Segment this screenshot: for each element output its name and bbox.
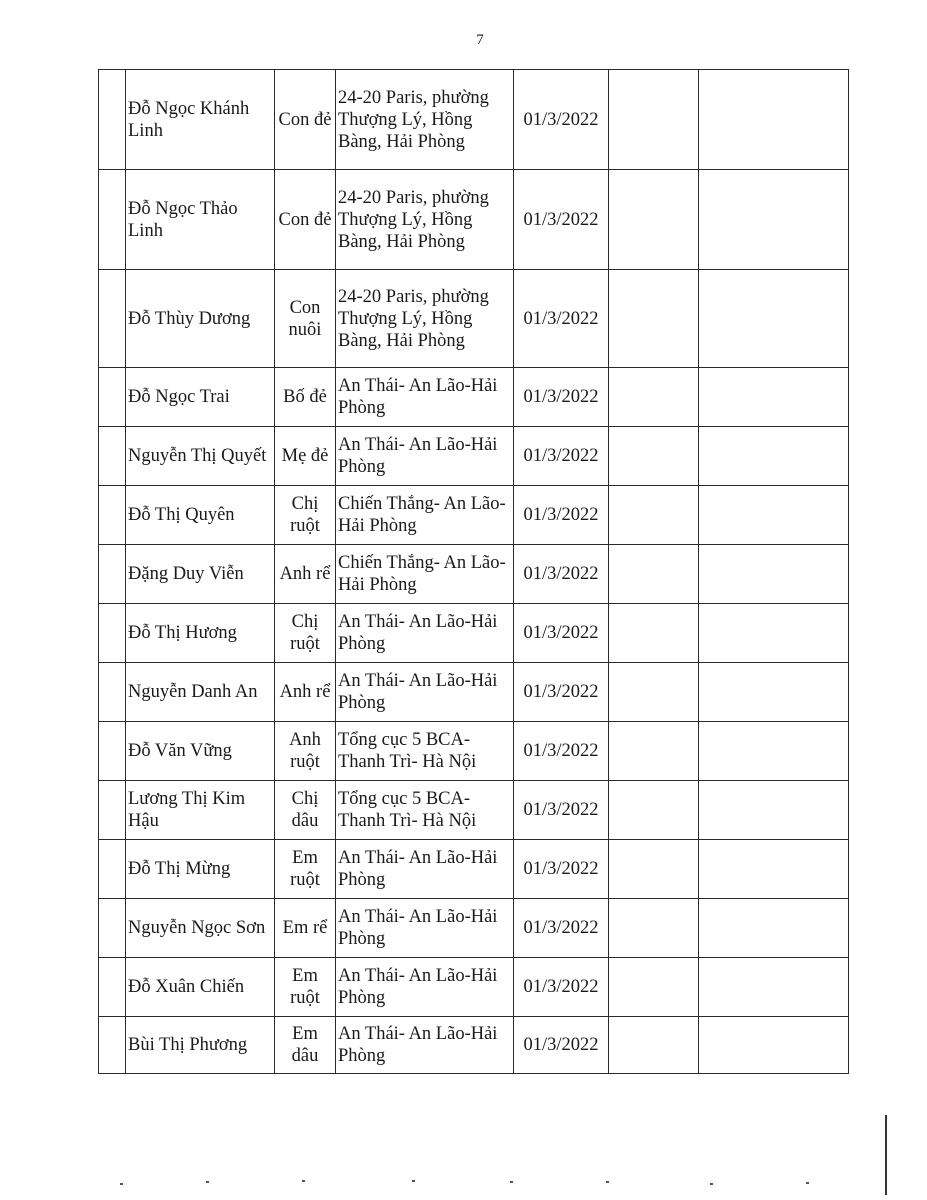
scan-speck: [302, 1180, 305, 1182]
table-row: [99, 270, 849, 368]
empty-cell: [609, 840, 699, 899]
relationship: Bố đẻ: [275, 368, 336, 427]
table-row: [99, 958, 849, 1017]
empty-cell: [699, 270, 849, 368]
address: 24-20 Paris, phường Thượng Lý, Hồng Bàng, Hải Phòng: [336, 70, 514, 170]
empty-cell: [99, 70, 126, 170]
person-name: Đỗ Thùy Dương: [126, 270, 275, 368]
table-row: [99, 899, 849, 958]
date: 01/3/2022: [514, 70, 609, 170]
address: An Thái- An Lão-Hải Phòng: [336, 427, 514, 486]
empty-cell: [609, 958, 699, 1017]
empty-cell: [609, 545, 699, 604]
date: 01/3/2022: [514, 1017, 609, 1074]
table-row: [99, 545, 849, 604]
date: 01/3/2022: [514, 270, 609, 368]
relationship: Em rể: [275, 899, 336, 958]
address: An Thái- An Lão-Hải Phòng: [336, 604, 514, 663]
empty-cell: [699, 663, 849, 722]
empty-cell: [699, 781, 849, 840]
person-name: Đỗ Thị Mừng: [126, 840, 275, 899]
empty-cell: [609, 899, 699, 958]
empty-cell: [609, 604, 699, 663]
empty-cell: [99, 781, 126, 840]
page-number: 7: [476, 32, 484, 48]
address: Tổng cục 5 BCA-Thanh Trì- Hà Nội: [336, 722, 514, 781]
empty-cell: [99, 427, 126, 486]
date: 01/3/2022: [514, 604, 609, 663]
table-row: [99, 663, 849, 722]
scan-speck: [710, 1183, 713, 1185]
address: An Thái- An Lão-Hải Phòng: [336, 368, 514, 427]
date: 01/3/2022: [514, 486, 609, 545]
empty-cell: [99, 958, 126, 1017]
empty-cell: [699, 899, 849, 958]
relationship: Anh rể: [275, 663, 336, 722]
empty-cell: [99, 368, 126, 427]
empty-cell: [609, 427, 699, 486]
person-name: Đặng Duy Viễn: [126, 545, 275, 604]
person-name: Đỗ Ngọc Khánh Linh: [126, 70, 275, 170]
empty-cell: [609, 170, 699, 270]
address: An Thái- An Lão-Hải Phòng: [336, 958, 514, 1017]
scan-speck: [510, 1181, 513, 1183]
empty-cell: [99, 545, 126, 604]
scan-speck: [806, 1182, 809, 1184]
person-name: Đỗ Thị Quyên: [126, 486, 275, 545]
table-row: [99, 427, 849, 486]
empty-cell: [609, 70, 699, 170]
empty-cell: [699, 368, 849, 427]
date: 01/3/2022: [514, 170, 609, 270]
table-row: [99, 486, 849, 545]
table-row: [99, 840, 849, 899]
relationship: Anh rể: [275, 545, 336, 604]
empty-cell: [609, 270, 699, 368]
empty-cell: [699, 840, 849, 899]
date: 01/3/2022: [514, 958, 609, 1017]
person-name: Đỗ Văn Vững: [126, 722, 275, 781]
empty-cell: [99, 486, 126, 545]
table-row: [99, 368, 849, 427]
empty-cell: [99, 604, 126, 663]
relationship: Chị dâu: [275, 781, 336, 840]
empty-cell: [99, 899, 126, 958]
margin-line: [885, 1115, 887, 1195]
person-name: Nguyễn Thị Quyết: [126, 427, 275, 486]
empty-cell: [609, 486, 699, 545]
relationship: Em ruột: [275, 958, 336, 1017]
relationship: Con nuôi: [275, 270, 336, 368]
empty-cell: [699, 722, 849, 781]
empty-cell: [99, 270, 126, 368]
empty-cell: [609, 663, 699, 722]
empty-cell: [699, 958, 849, 1017]
person-name: Lương Thị Kim Hậu: [126, 781, 275, 840]
scan-speck: [412, 1180, 415, 1182]
table-row: [99, 1017, 849, 1074]
scan-speck: [606, 1181, 609, 1183]
relationship: Mẹ đẻ: [275, 427, 336, 486]
person-name: Đỗ Ngọc Trai: [126, 368, 275, 427]
relationship: Chị ruột: [275, 604, 336, 663]
address: 24-20 Paris, phường Thượng Lý, Hồng Bàng, Hải Phòng: [336, 270, 514, 368]
empty-cell: [699, 1017, 849, 1074]
address: An Thái- An Lão-Hải Phòng: [336, 1017, 514, 1074]
relationship: Em ruột: [275, 840, 336, 899]
person-name: Bùi Thị Phương: [126, 1017, 275, 1074]
empty-cell: [699, 170, 849, 270]
scan-speck: [206, 1181, 209, 1183]
person-name: Nguyễn Ngọc Sơn: [126, 899, 275, 958]
date: 01/3/2022: [514, 663, 609, 722]
date: 01/3/2022: [514, 722, 609, 781]
date: 01/3/2022: [514, 427, 609, 486]
table-row: [99, 722, 849, 781]
address: An Thái- An Lão-Hải Phòng: [336, 899, 514, 958]
empty-cell: [699, 545, 849, 604]
empty-cell: [99, 722, 126, 781]
empty-cell: [609, 722, 699, 781]
empty-cell: [609, 781, 699, 840]
relationship: Em dâu: [275, 1017, 336, 1074]
table-row: [99, 70, 849, 170]
date: 01/3/2022: [514, 840, 609, 899]
person-name: Đỗ Xuân Chiến: [126, 958, 275, 1017]
empty-cell: [609, 368, 699, 427]
person-name: Đỗ Ngọc Thảo Linh: [126, 170, 275, 270]
address: An Thái- An Lão-Hải Phòng: [336, 663, 514, 722]
address: 24-20 Paris, phường Thượng Lý, Hồng Bàng, Hải Phòng: [336, 170, 514, 270]
empty-cell: [699, 604, 849, 663]
relationship: Con đẻ: [275, 170, 336, 270]
scan-speck: [120, 1183, 123, 1185]
date: 01/3/2022: [514, 368, 609, 427]
empty-cell: [99, 840, 126, 899]
address: Chiến Thắng- An Lão- Hải Phòng: [336, 545, 514, 604]
date: 01/3/2022: [514, 781, 609, 840]
empty-cell: [99, 1017, 126, 1074]
scan-stamp-mark: [871, 420, 885, 585]
empty-cell: [99, 663, 126, 722]
empty-cell: [99, 170, 126, 270]
relationship: Anh ruột: [275, 722, 336, 781]
relatives-table: [98, 69, 849, 1074]
empty-cell: [699, 486, 849, 545]
table-row: [99, 781, 849, 840]
date: 01/3/2022: [514, 899, 609, 958]
date: 01/3/2022: [514, 545, 609, 604]
table-row: [99, 604, 849, 663]
address: An Thái- An Lão-Hải Phòng: [336, 840, 514, 899]
empty-cell: [699, 427, 849, 486]
address: Chiến Thắng- An Lão- Hải Phòng: [336, 486, 514, 545]
address: Tổng cục 5 BCA-Thanh Trì- Hà Nội: [336, 781, 514, 840]
person-name: Nguyễn Danh An: [126, 663, 275, 722]
relationship: Chị ruột: [275, 486, 336, 545]
table-row: [99, 170, 849, 270]
relationship: Con đẻ: [275, 70, 336, 170]
empty-cell: [699, 70, 849, 170]
empty-cell: [609, 1017, 699, 1074]
person-name: Đỗ Thị Hương: [126, 604, 275, 663]
